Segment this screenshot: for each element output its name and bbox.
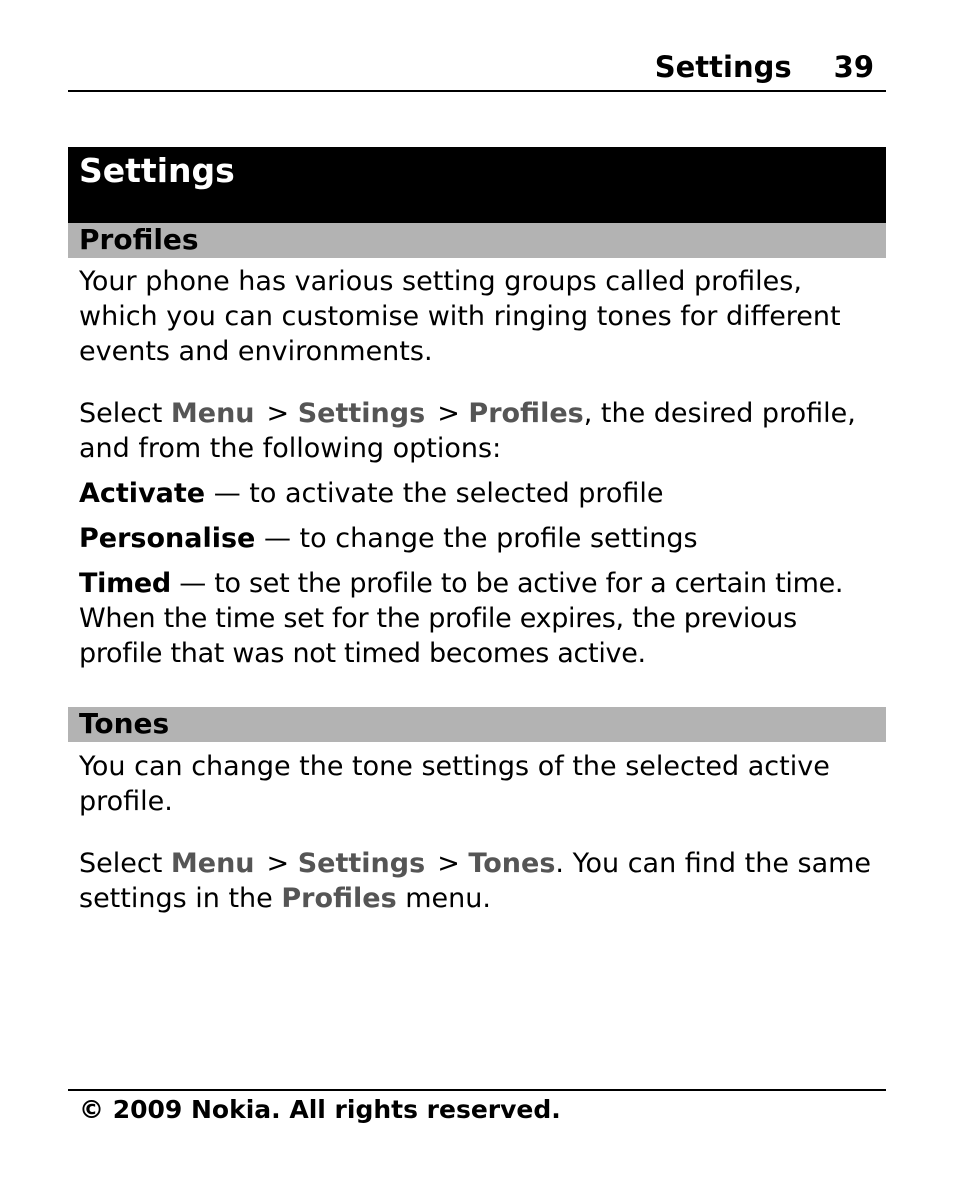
section-title-tones: Tones [79,707,170,740]
section-bar-profiles [68,223,886,258]
section-title-profiles: Profiles [79,223,199,256]
select-word: Select [79,848,163,879]
path-suffix: , the desired profile, and from the following options: [79,398,856,464]
menu-ref-profiles: Profiles [281,883,397,914]
menu-path-menu: Menu [170,398,255,429]
menu-path-profiles: Profiles [468,398,584,429]
select-word: Select [79,398,163,429]
option-desc: — to change the profile settings [263,523,698,554]
path-separator: > [266,398,290,429]
profiles-intro: Your phone has various setting groups called profiles, which you can customise with ringing tones for different events and environments. [79,266,841,367]
option-personalise [79,521,879,556]
menu-path-settings: Settings [297,398,426,429]
option-timed [79,566,879,671]
path-separator: > [266,848,290,879]
header-section-name: Settings [654,50,792,84]
tones-menu-path [79,846,879,916]
option-desc: — to set the profile to be active for a certain time. When the time set for the profile expires, the previous profile that was not timed becomes active. [79,568,844,669]
option-name: Personalise [79,523,256,554]
footer-rule [68,1089,886,1091]
path-suffix: . You can find the same settings in the [79,848,872,914]
menu-path-settings: Settings [297,848,426,879]
page-number: 39 [833,50,874,84]
running-header [68,50,886,92]
option-activate [79,476,879,511]
option-name: Activate [79,478,206,509]
tones-intro: You can change the tone settings of the selected active profile. [79,751,830,817]
section-bar-tones [68,707,886,742]
chapter-title-bar [68,147,886,223]
profiles-menu-path [79,396,879,466]
path-separator: > [437,848,460,879]
copyright-footer: © 2009 Nokia. All rights reserved. [79,1095,561,1124]
menu-path-menu: Menu [170,848,255,879]
menu-path-tones: Tones [468,848,556,879]
option-desc: — to activate the selected profile [213,478,664,509]
menu-word: menu. [396,883,491,914]
option-name: Timed [79,568,171,599]
chapter-title: Settings [79,151,235,190]
path-separator: > [437,398,460,429]
